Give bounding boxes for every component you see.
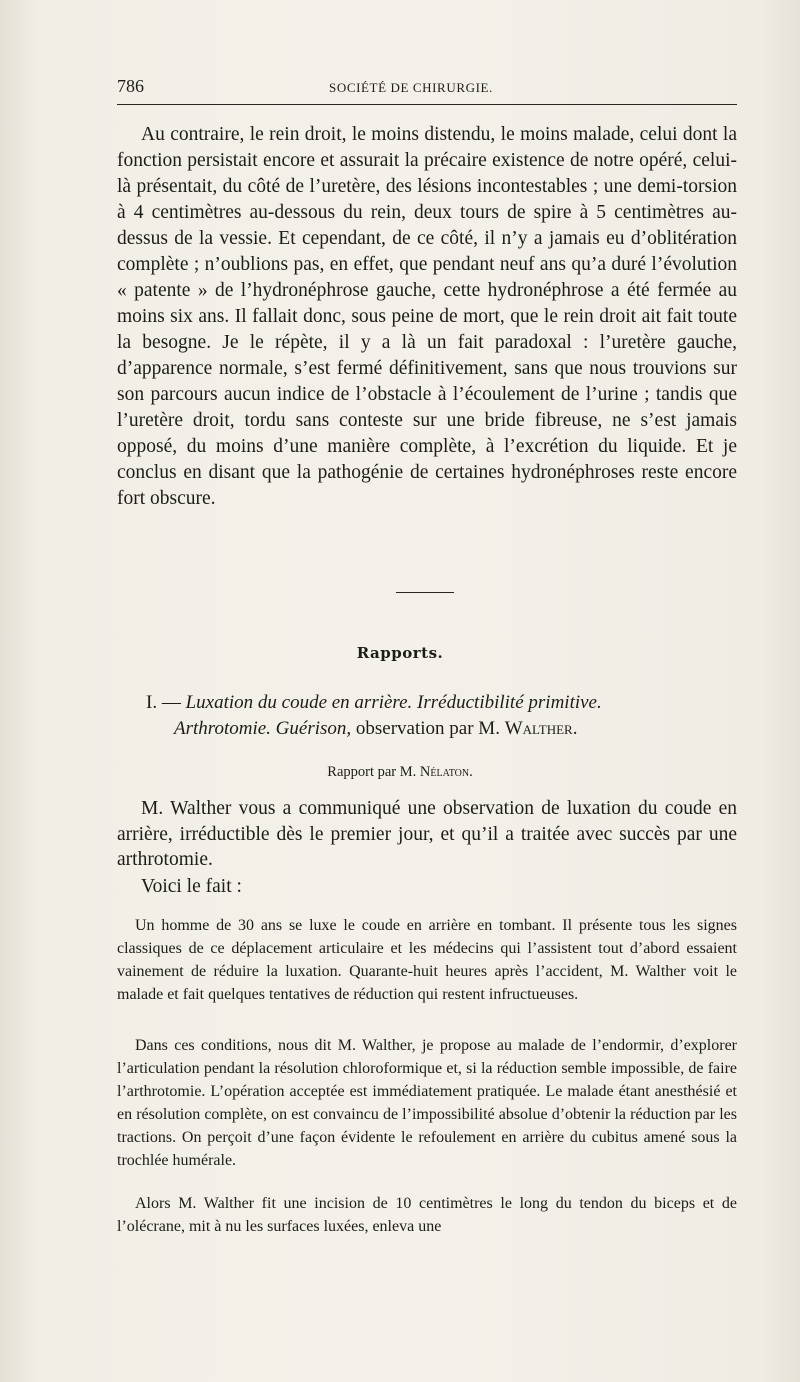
running-title: SOCIÉTÉ DE CHIRURGIE. [329, 80, 493, 95]
report-title-italic-2: Arthrotomie. Guérison, [174, 718, 352, 739]
page-number: 786 [117, 76, 144, 96]
case-paragraph-1: Un homme de 30 ans se luxe le coude en arrière en tombant. Il présente tous les signes classiques de ce déplacement articulaire et les médecins qui l’assistent tout d’abord essaient vainement de réduire la luxation. Quarante-huit heures après l’accident, M. Walther voit le malade et fait quelques tentatives de réduction qui restent infructueuses. [117, 917, 737, 1004]
section-title: Rapports. [356, 644, 444, 662]
report-title-italic-1: Luxation du coude en arrière. Irréductibilité primitive. [185, 692, 602, 713]
report-title-line-2 [146, 716, 746, 742]
report-paragraph-2: Voici le fait : [141, 876, 242, 897]
report-numeral: I. — [146, 692, 181, 713]
report-paragraph-1: M. Walther vous a communiqué une observation de luxation du coude en arrière, irréductible dès le premier jour, et qu’il a traitée avec succès par une arthrotomie. [117, 798, 737, 870]
rapporteur-line [0, 764, 800, 781]
case-paragraph-3: Alors M. Walther fit une incision de 10 centimètres le long du tendon du biceps et de l’olécrane, mit à nu les surfaces luxées, enleva une [117, 1195, 737, 1236]
report-title-line-1 [146, 690, 746, 716]
rapporteur-prefix: Rapport par M. [327, 764, 417, 780]
case-paragraph-2: Dans ces conditions, nous dit M. Walther, je propose au malade de l’endormir, d’explorer l’articulation pendant la résolution chloroformique et, si la réduction semble impossible, de faire l’arthrotomie. L’opération acceptée est immédiatement pratiquée. Le malade étant anesthésié et en résolution complète, on est convaincu de l’impossibilité absolue d’obtenir la réduction par les tractions. On perçoit d’une façon évidente le refoulement en arrière du cubitus amené sous la trochlée humérale. [117, 1037, 737, 1170]
report-author: Walther. [504, 718, 578, 739]
rapporteur-name: Nélaton. [419, 764, 473, 780]
header-rule [117, 104, 737, 105]
intro-paragraph: Au contraire, le rein droit, le moins distendu, le moins malade, celui dont la fonction persistait encore et assurait la précaire existence de notre opéré, celui-là présentait, du côté de l’uretère, des lésions incontestables ; une demi-torsion à 4 centimètres au-dessous du rein, deux tours de spire à 5 centimètres au-dessus de la vessie. Et cependant, de ce côté, il n’y a jamais eu d’oblitération complète ; n’oublions pas, en effet, que pendant neuf ans qu’a duré l’évolution « patente » de l’hydronéphrose gauche, cette hydronéphrose a été fermée au moins six ans. Il fallait donc, sous peine de mort, que le rein droit ait fait toute la besogne. Je le répète, il y a là un fait paradoxal : l’uretère gauche, d’apparence normale, s’est fermé définitivement, sans que nous trouvions sur son parcours aucun indice de l’obstacle à l’écoulement de l’urine ; tandis que l’uretère droit, tordu sans conteste sur une bride fibreuse, ne s’est jamais opposé, du moins d’une manière complète, à l’excrétion du liquide. Et je conclus en disant que la pathogénie de certaines hydronéphroses reste encore fort obscure. [117, 124, 737, 509]
page-header [117, 76, 737, 100]
report-title [146, 690, 746, 742]
section-separator [396, 592, 454, 593]
report-title-rest: observation par M. [355, 718, 500, 739]
